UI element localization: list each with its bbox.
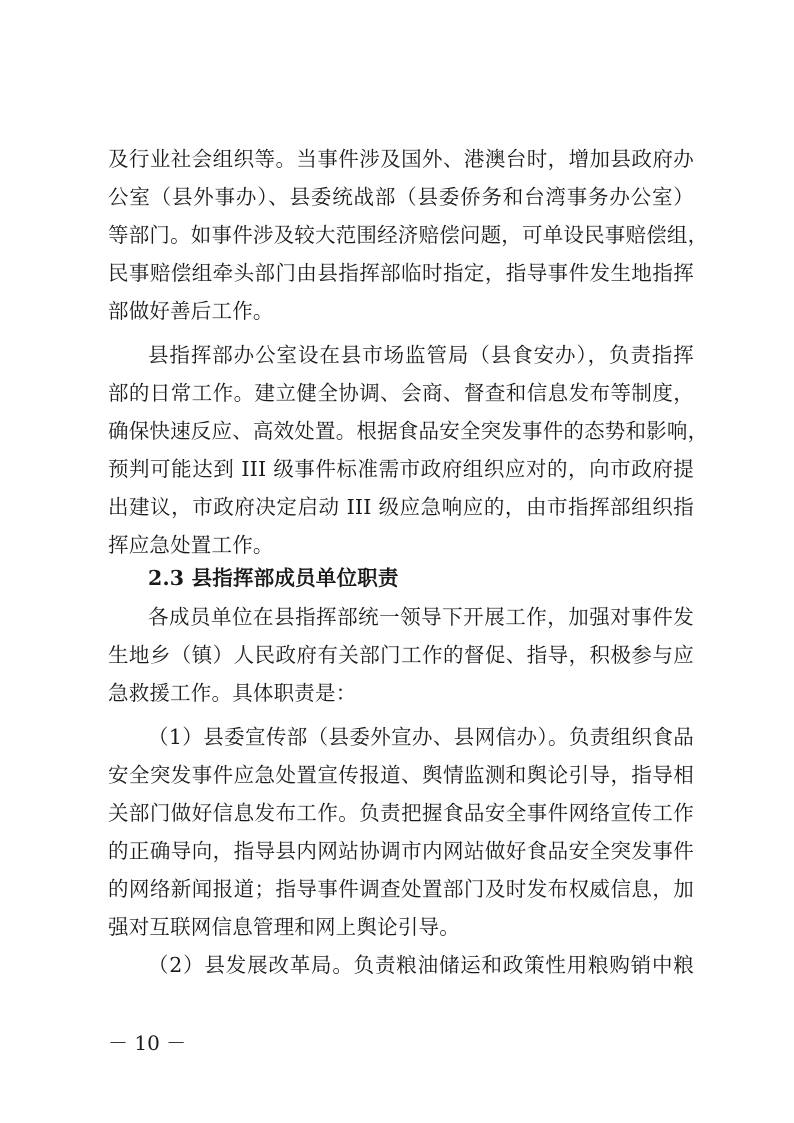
text-line: 的正确导向，指导县内网站协调市内网站做好食品安全突发事件 [108,839,694,863]
paragraph-first-line: （2）县发展改革局。负责粮油储运和政策性用粮购销中粮 [148,953,694,977]
text-line: 的网络新闻报道；指导事件调查处置部门及时发布权威信息，加 [108,877,694,901]
paragraph-first-line: （1）县委宣传部（县委外宣办、县网信办）。负责组织食品 [148,725,694,749]
page-number: － 10 － [108,1031,187,1055]
text-line: 急救援工作。具体职责是： [108,681,357,705]
text-line: 生地乡（镇）人民政府有关部门工作的督促、指导，积极参与应 [108,643,694,667]
paragraph-first-line: 各成员单位在县指挥部统一领导下开展工作，加强对事件发 [148,605,694,629]
text-line: 公室（县外事办）、县委统战部（县委侨务和台湾事务办公室） [108,185,694,209]
text-line: 部的日常工作。建立健全协调、会商、督查和信息发布等制度， [108,381,694,405]
text-line: 出建议，市政府决定启动 III 级应急响应的，由市指挥部组织指 [108,495,694,519]
text-line: 预判可能达到 III 级事件标准需市政府组织应对的，向市政府提 [108,457,694,481]
text-line: 等部门。如事件涉及较大范围经济赔偿问题，可单设民事赔偿组， [108,223,709,247]
text-line: 强对互联网信息管理和网上舆论引导。 [108,915,460,939]
text-line: 关部门做好信息发布工作。负责把握食品安全事件网络宣传工作 [108,801,694,825]
text-line: 安全突发事件应急处置宣传报道、舆情监测和舆论引导，指导相 [108,763,694,787]
section-heading: 2.3 县指挥部成员单位职责 [148,566,399,590]
text-line: 确保快速反应、高效处置。根据食品安全突发事件的态势和影响， [108,419,709,443]
text-line: 挥应急处置工作。 [108,533,274,557]
text-line: 部做好善后工作。 [108,299,274,323]
paragraph-first-line: 县指挥部办公室设在县市场监管局（县食安办），负责指挥 [148,343,694,367]
text-line: 及行业社会组织等。当事件涉及国外、港澳台时，增加县政府办 [108,147,694,171]
text-line: 民事赔偿组牵头部门由县指挥部临时指定，指导事件发生地指挥 [108,261,694,285]
